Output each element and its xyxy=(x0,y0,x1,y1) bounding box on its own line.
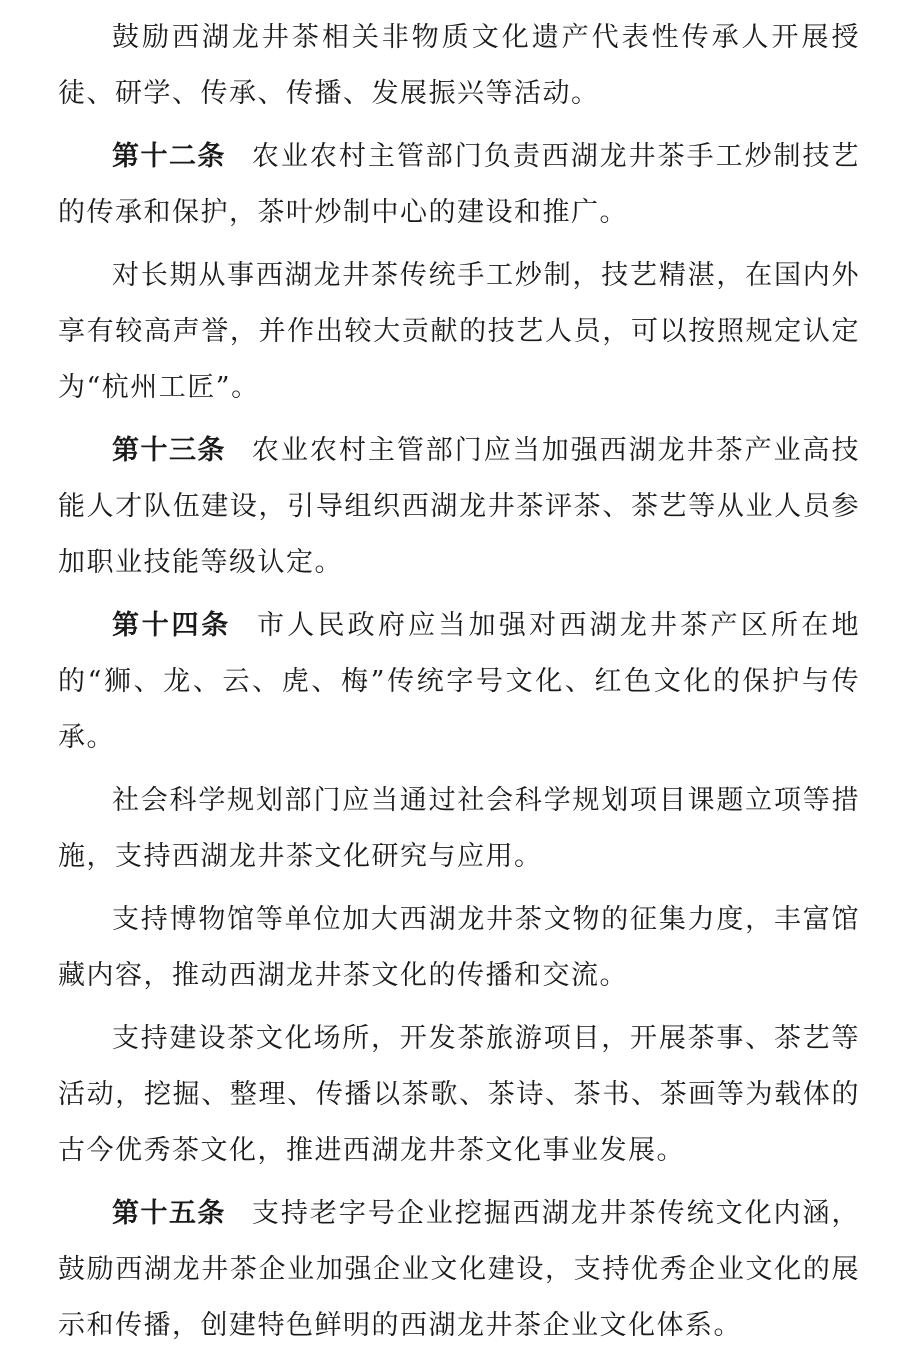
article-number: 第十二条 xyxy=(112,141,226,172)
article-14-clause-4 xyxy=(58,1011,860,1179)
paragraph-text: 支持博物馆等单位加大西湖龙井茶文物的征集力度，丰富馆藏内容，推动西湖龙井茶文化的传播和交流。 xyxy=(58,904,860,991)
article-number: 第十四条 xyxy=(112,610,231,641)
article-14-clause-3 xyxy=(58,892,860,1004)
article-14-clause-2 xyxy=(58,773,860,885)
article-15 xyxy=(58,1186,860,1354)
article-number: 第十三条 xyxy=(112,435,226,466)
paragraph-text: 支持建设茶文化场所，开发茶旅游项目，开展茶事、茶艺等活动，挖掘、整理、传播以茶歌、茶诗、茶书、茶画等为载体的古今优秀茶文化，推进西湖龙井茶文化事业发展。 xyxy=(58,1023,860,1166)
paragraph-text: 农业农村主管部门应当加强西湖龙井茶产业高技能人才队伍建设，引导组织西湖龙井茶评茶、茶艺等从业人员参加职业技能等级认定。 xyxy=(58,435,861,578)
paragraph-text: 市人民政府应当加强对西湖龙井茶产区所在地的“狮、龙、云、虎、梅”传统字号文化、红色文化的保护与传承。 xyxy=(58,610,861,753)
article-12 xyxy=(58,129,860,241)
paragraph-text: 支持老字号企业挖掘西湖龙井茶传统文化内涵，鼓励西湖龙井茶企业加强企业文化建设，支持优秀企业文化的展示和传播，创建特色鲜明的西湖龙井茶企业文化体系。 xyxy=(58,1198,861,1341)
article-number: 第十五条 xyxy=(112,1198,226,1229)
article-13 xyxy=(58,423,860,591)
paragraph-text: 农业农村主管部门负责西湖龙井茶手工炒制技艺的传承和保护，茶叶炒制中心的建设和推广。 xyxy=(58,141,861,228)
article-14 xyxy=(58,598,860,766)
article-12-clause-2 xyxy=(58,248,860,416)
paragraph-text: 对长期从事西湖龙井茶传统手工炒制，技艺精湛，在国内外享有较高声誉，并作出较大贡献的技艺人员，可以按照规定认定为“杭州工匠”。 xyxy=(58,260,860,403)
paragraph-text: 鼓励西湖龙井茶相关非物质文化遗产代表性传承人开展授徒、研学、传承、传播、发展振兴等活动。 xyxy=(58,22,860,109)
paragraph-continuation xyxy=(58,10,860,122)
paragraph-text: 社会科学规划部门应当通过社会科学规划项目课题立项等措施，支持西湖龙井茶文化研究与应用。 xyxy=(58,785,860,872)
